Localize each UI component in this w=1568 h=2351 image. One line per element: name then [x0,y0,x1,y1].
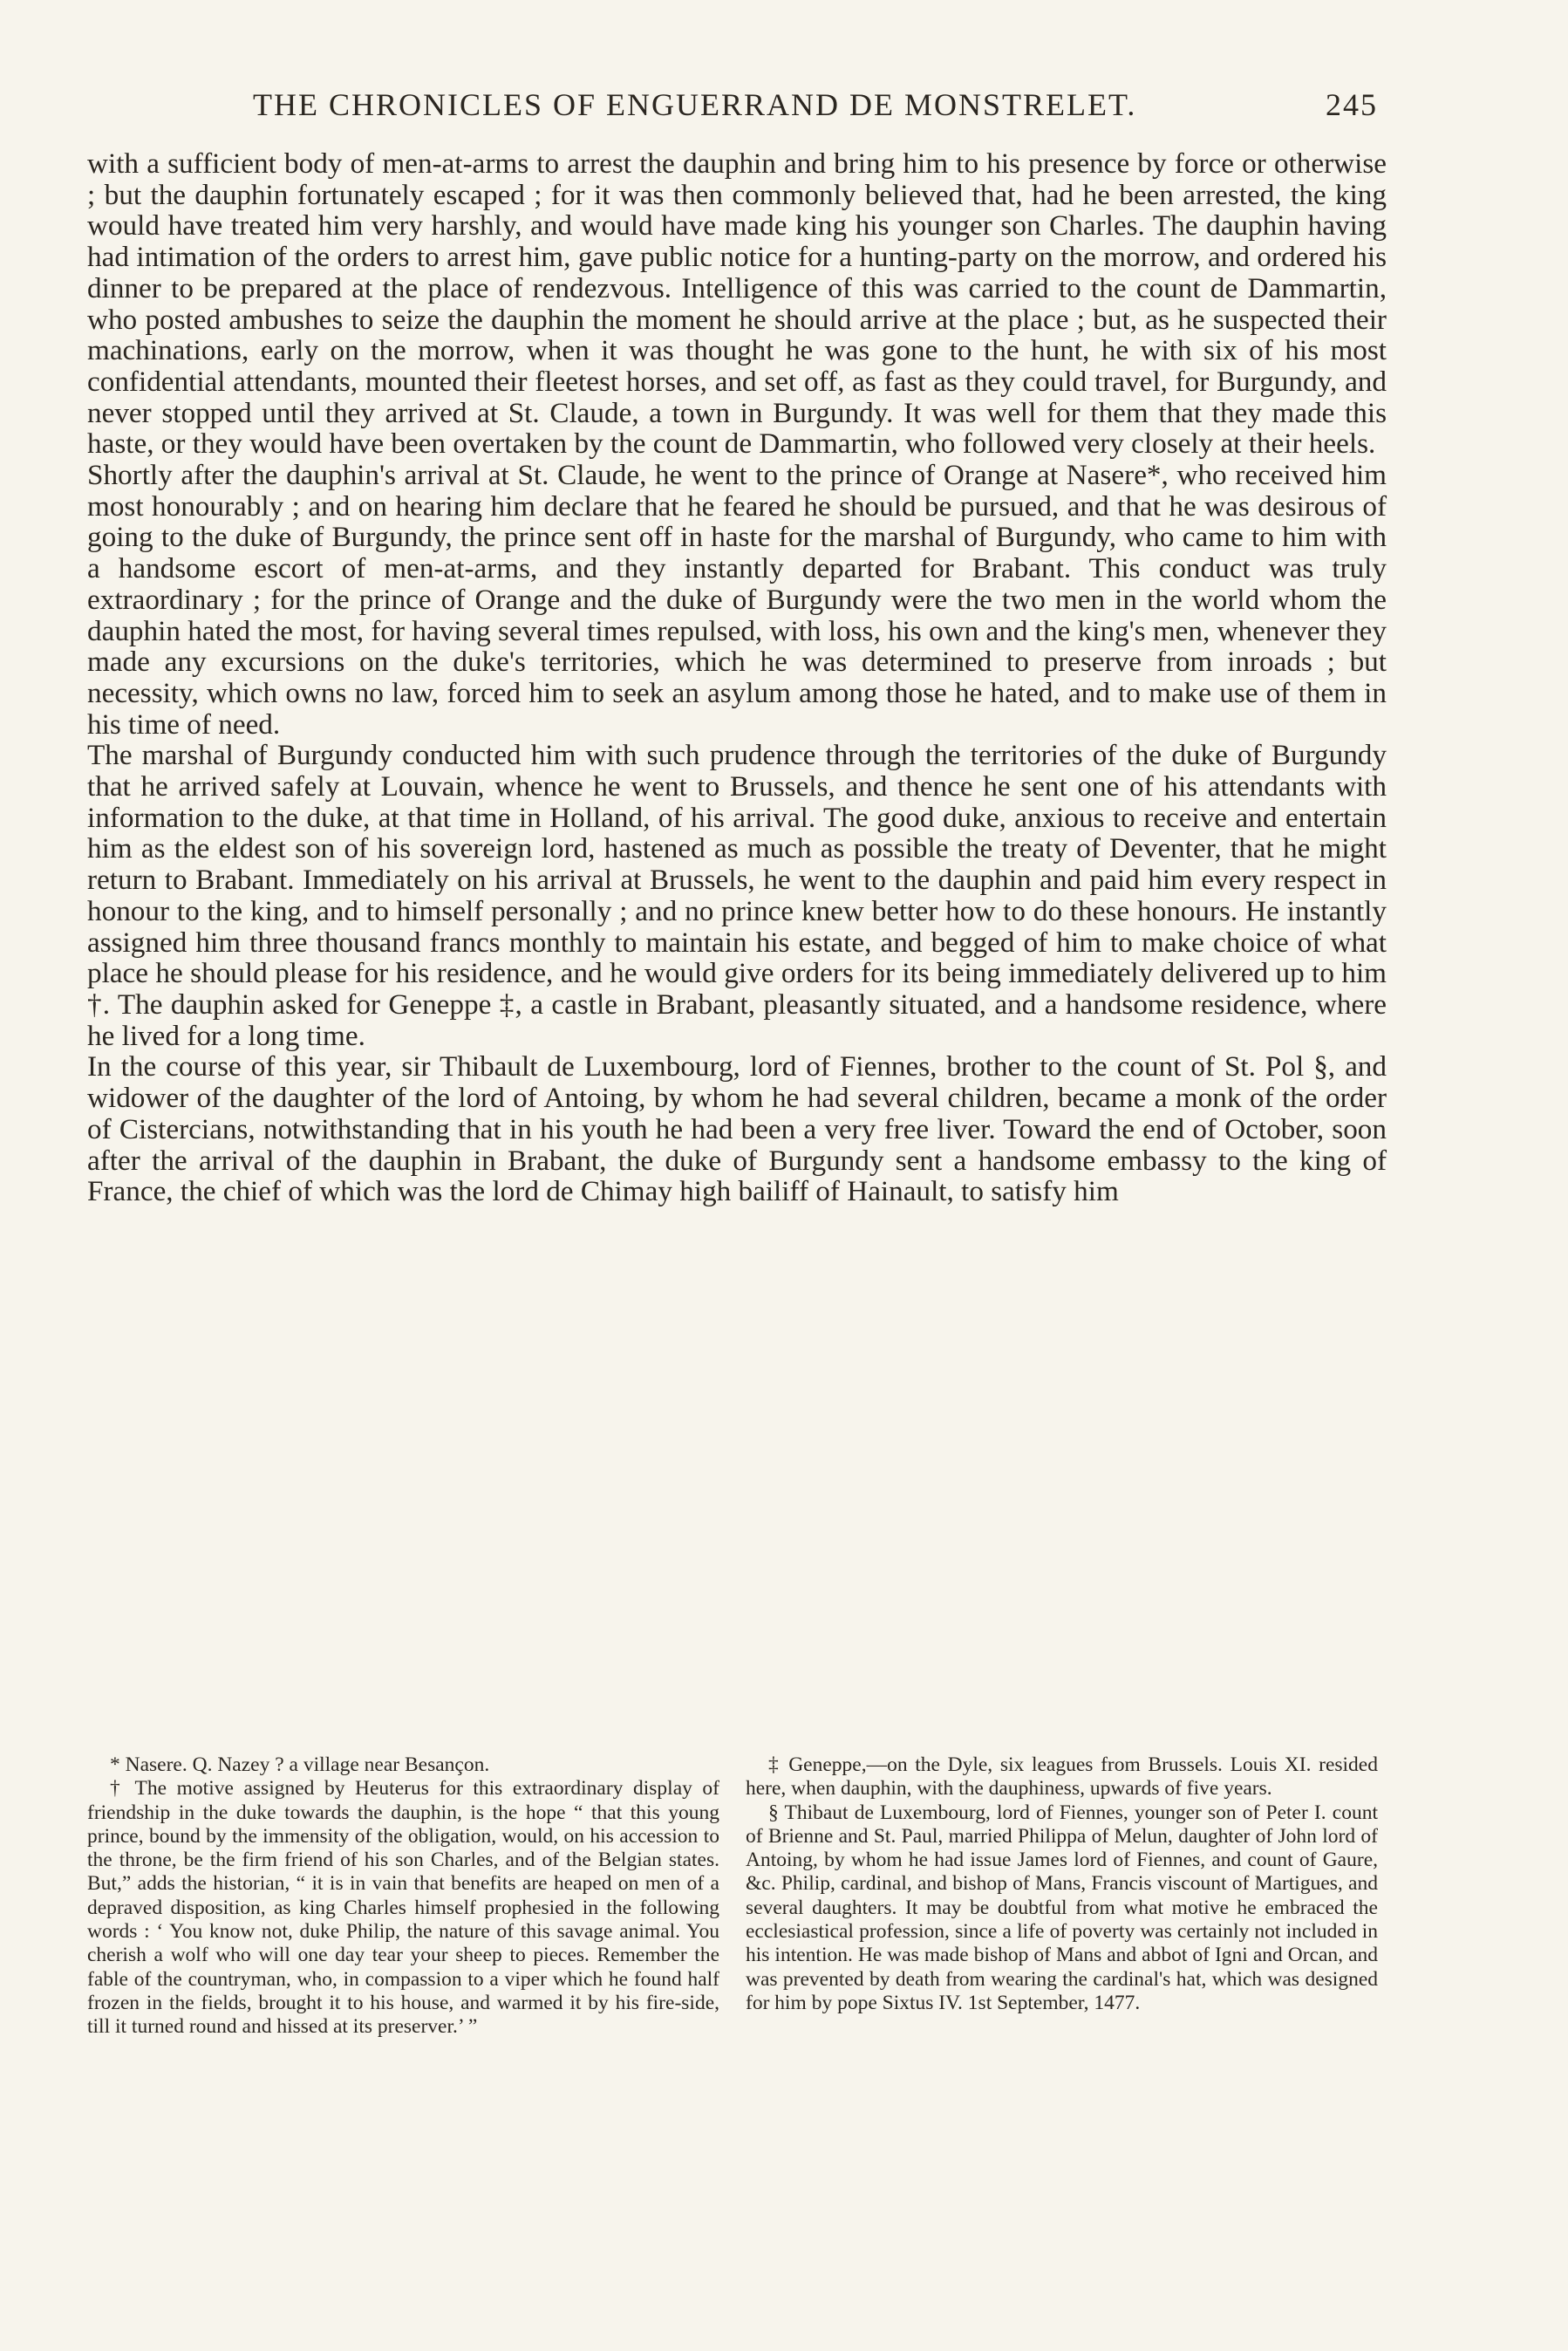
paragraph: Shortly after the dauphin's arrival at St. Claude, he went to the prince of Orange at Nasere*, who received him most honourably ; and on hearing him declare that he feared he should be pursued, and that he was desirous of going to the duke of Burgundy, the prince sent off in haste for the marshal of Burgundy, who came to him with a handsome escort of men-at-arms, and they instantly departed for Brabant. This conduct was truly extraordinary ; for the prince of Orange and the duke of Burgundy were the two men in the world whom the dauphin hated the most, for having several times repulsed, with loss, his own and the king's men, whenever they made any excursions on the duke's territories, which he was determined to preserve from inroads ; but necessity, which owns no law, forced him to seek an asylum among those he hated, and to make use of them in his time of need. [87,459,1387,741]
page-number: 245 [1326,87,1378,122]
running-title: THE CHRONICLES OF ENGUERRAND DE MONSTRELET. [253,87,1137,122]
footnotes-left-column [87,1753,719,2040]
footnote: † The motive assigned by Heuterus for this extraordinary display of friendship in the duke towards the dauphin, is the hope “ that this young prince, bound by the immensity of the obligation, would, on his accession to the throne, be the firm friend of his son Charles, and of the Belgian states. But,” adds the historian, “ it is in vain that benefits are heaped on men of a depraved disposition, as king Charles himself prophesied in the following words : ‘ You know not, duke Philip, the nature of this savage animal. You cherish a wolf who will one day tear your sheep to pieces. Remember the fable of the countryman, who, in compassion to a viper which he found half frozen in the fields, brought it to his house, and warmed it by his fire-side, till it turned round and hissed at its preserver.’ ” [87,1777,719,2039]
footnote: ‡ Geneppe,—on the Dyle, six leagues from Brussels. Louis XI. resided here, when dauphin, with the dauphiness, upwards of five years. [746,1753,1378,1801]
paragraph: with a sufficient body of men-at-arms to arrest the dauphin and bring him to his presence by force or otherwise ; but the dauphin fortunately escaped ; for it was then commonly believed that, had he been arrested, the king would have treated him very harshly, and would have made king his younger son Charles. The dauphin having had intimation of the orders to arrest him, gave public notice for a hunting-party on the morrow, and ordered his dinner to be prepared at the place of rendezvous. Intelligence of this was carried to the count de Dammartin, who posted ambushes to seize the dauphin the moment he should arrive at the place ; but, as he suspected their machinations, early on the morrow, when it was thought he was gone to the hunt, he with six of his most confidential attendants, mounted their fleetest horses, and set off, as fast as they could travel, for Burgundy, and never stopped until they arrived at St. Claude, a town in Burgundy. It was well for them that they made this haste, or they would have been overtaken by the count de Dammartin, who followed very closely at their heels. [87,147,1387,461]
footnote: § Thibaut de Luxembourg, lord of Fiennes, younger son of Peter I. count of Brienne and St. Paul, married Philippa of Melun, daughter of John lord of Antoing, by whom he had issue James lord of Fiennes, and count of Gaure, &c. Philip, cardinal, and bishop of Mans, Francis viscount of Martigues, and several daughters. It may be doubtful from what motive he embraced the ecclesiastical profession, since a life of poverty was certainly not included in his intention. He was made bishop of Mans and abbot of Igni and Orcan, and was prevented by death from wearing the cardinal's hat, which was designed for him by pope Sixtus IV. 1st September, 1477. [746,1801,1378,2014]
paragraph: In the course of this year, sir Thibault de Luxembourg, lord of Fiennes, brother to the count of St. Pol §, and widower of the daughter of the lord of Antoing, by whom he had several children, became a monk of the order of Cistercians, notwithstanding that in his youth he had been a very free liver. Toward the end of October, soon after the arrival of the dauphin in Brabant, the duke of Burgundy sent a handsome embassy to the king of France, the chief of which was the lord de Chimay high bailiff of Hainault, to satisfy him [87,1050,1387,1208]
paragraph: The marshal of Burgundy conducted him with such prudence through the territories of the duke of Burgundy that he arrived safely at Louvain, whence he went to Brussels, and thence he sent one of his attendants with information to the duke, at that time in Holland, of his arrival. The good duke, anxious to receive and entertain him as the eldest son of his sovereign lord, hastened as much as possible the treaty of Deventer, that he might return to Brabant. Immediately on his arrival at Brussels, he went to the dauphin and paid him every respect in honour to the king, and to himself personally ; and no prince knew better how to do these honours. He instantly assigned him three thousand francs monthly to maintain his estate, and begged of him to make choice of what place he should please for his residence, and he would give orders for its being immediately delivered up to him †. The dauphin asked for Geneppe ‡, a castle in Brabant, pleasantly situated, and a handsome residence, where he lived for a long time. [87,739,1387,1052]
running-header [253,83,1378,126]
main-text [87,148,1387,1207]
footnotes-right-column [746,1753,1378,2015]
footnote: * Nasere. Q. Nazey ? a village near Besançon. [110,1753,490,1776]
